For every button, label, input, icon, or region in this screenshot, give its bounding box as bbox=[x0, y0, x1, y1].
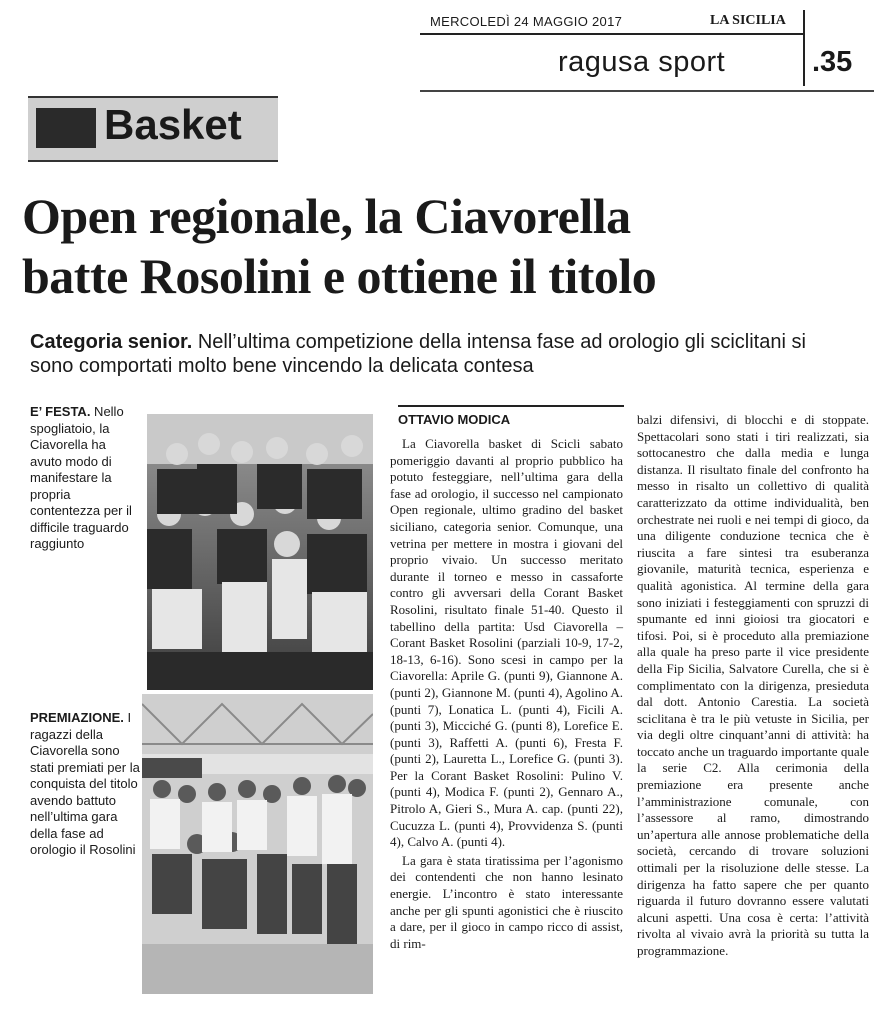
article-column-2 bbox=[637, 412, 869, 962]
page-number: .35 bbox=[812, 46, 853, 78]
photo-award-ceremony-image bbox=[142, 694, 373, 994]
photo-award-ceremony bbox=[142, 694, 373, 994]
kicker-bar bbox=[36, 108, 96, 148]
headline bbox=[22, 186, 872, 306]
publication-name: LA SICILIA bbox=[710, 13, 786, 28]
header-divider bbox=[803, 10, 805, 86]
headline-line-2: batte Rosolini e ottiene il titolo bbox=[22, 248, 657, 304]
header-rule bbox=[420, 33, 804, 35]
section-title: ragusa sport bbox=[558, 46, 726, 78]
subheading-category: Categoria senior. bbox=[30, 331, 193, 353]
article-paragraph-2: La gara è stata tiratissima per l’agonismo dei contendenti che non hanno lesinato energie. L’incontro è stato interessante anche per gli spunti agonistici che è riuscito a dare, per il gioco in campo ricco di assist, di rim- bbox=[390, 852, 623, 951]
caption-celebration bbox=[30, 404, 140, 553]
byline-rule bbox=[398, 405, 624, 407]
byline: OTTAVIO MODICA bbox=[398, 412, 511, 427]
caption-award-text: I ragazzi della Ciavorella sono stati premiati per la conquista del titolo avendo battuto nell’ultima gara della fase ad orologio il Rosolini bbox=[30, 710, 140, 857]
kicker-label: Basket bbox=[104, 101, 242, 148]
caption-celebration-text: Nello spogliatoio, la Ciavorella ha avuto modo di manifestare la propria contentezza per il difficile traguardo raggiunto bbox=[30, 404, 132, 551]
photo-locker-room-image bbox=[147, 414, 373, 690]
subheading bbox=[30, 330, 850, 378]
caption-award-lead: PREMIAZIONE. bbox=[30, 710, 124, 725]
header-underline bbox=[420, 90, 874, 92]
article-paragraph-1: La Ciavorella basket di Scicli sabato pomeriggio davanti al proprio pubblico ha potuto festeggiare, nell’ultima gara della fase ad orologio, il successo nel campionato Open regionale, ultimo gradino del basket siciliano, categoria senior. Comunque, una vetrina per mettere in mostra i giovani del proprio vivaio. Un successo meritato durante il torneo e messo in cassaforte contro gli avversari della Corant Basket Rosolini, risultato finale 51-40. Questo il tabellino della partita: Usd Ciavorella – Corant Basket Rosolini (parziali 10-9, 17-2, 18-13, 6-16). Sono scesi in campo per la Ciavorella: Aprile G. (punti 9), Giannone A. (punti 2), Giannone M. (punti 4), Agolino A. (punti 7), Lonatica L. (punti 4), Ficili A. (punti 3), Micciché G. (punti 8), Lorefice E. (punti 3), Raffetti A. (punti 6), Fresta F. (punti 2), Lauretta L., Lorefice G. (punti 3). Per la Corant Basket Rosolini: Pulino V. (punti 4), Modica F. (punti 2), Gennaro A., Pitrolo A, Gieri S., Mura A. cap. (punti 22), Cucuzza L. (punti 4), Provvidenza S. (punti 4), Calvo A. (punti 4). bbox=[390, 436, 623, 850]
caption-celebration-lead: E’ FESTA. bbox=[30, 404, 91, 419]
caption-award-ceremony bbox=[30, 710, 140, 859]
bleed-through-area-top bbox=[290, 96, 850, 186]
photo-locker-room-celebration bbox=[147, 414, 373, 690]
issue-date: MERCOLEDÌ 24 MAGGIO 2017 bbox=[430, 14, 623, 29]
headline-line-1: Open regionale, la Ciavorella bbox=[22, 188, 631, 244]
article-column-1 bbox=[390, 436, 623, 954]
article-paragraph-3: balzi difensivi, di blocchi e di stoppate. Spettacolari sono stati i tiri realizzati, sia sottocanestro che dalla media e lunga distanza. Il risultato finale del confronto ha messo in risalto un collettivo di qualità caratterizzato da ottime individualità, ben orchestrate nei ruoli e nei tempi di gioco, da una diligente conduzione tecnica che è riuscita a fare sintesi tra esuberanza giovanile, maturità tecnica, esperienza e qualità agonistica. Al termine della gara sono iniziati i festeggiamenti con spruzzi di spumante ed inni gioiosi tra giocatori e tifosi. Poi, si è proceduto alla premiazione alla quale ha preso parte il vice presidente della Fip Sicilia, Salvatore Curella, che si è complimentato con la dirigenza, presieduta dal dott. Antonio Carestia. La società sciclitana è tra le più vetuste in Sicilia, per via degli oltre cinquant’anni di attività: ha toccato anche un traguardo importante quale la serie C2. Alla cerimonia della premiazione era presente anche l’amministrazione comunale, con l’assessore al ramo, dimostrando un’apertura alle annose problematiche della società, cercando di trovare soluzioni ottimali per la risoluzione delle stesse. La dirigenza ha fatto sapere che per quanto riguarda il futuro dovranno essere valutati alcuni aspetti. Una cosa è certa: l’attività rivolta al vivaio avrà la priorità su tutta la programmazione. bbox=[637, 412, 869, 958]
subheading-text: Nell’ultima competizione della intensa fase ad orologio gli sciclitani si sono comportati molto bene vincendo la delicata contesa bbox=[30, 331, 806, 377]
